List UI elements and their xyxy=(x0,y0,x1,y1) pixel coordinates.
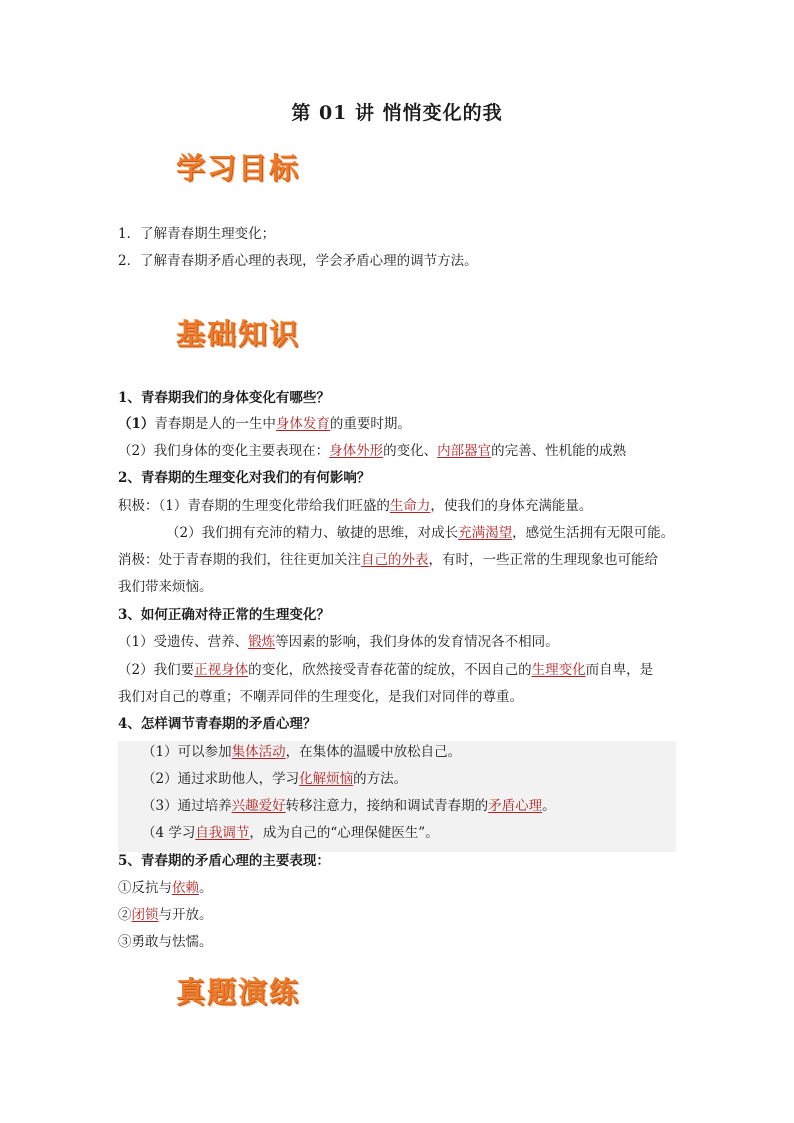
keyword: 正视身体 xyxy=(194,662,249,678)
question-3-heading: 3、如何正确对待正常的生理变化？ xyxy=(118,607,330,623)
q5-line-2: ②闭锁与开放。 xyxy=(118,907,213,923)
q3-line-1: （1）受遗传、营养、锻炼等因素的影响，我们身体的发育情况各不相同。 xyxy=(118,634,559,650)
keyword: 兴趣爱好 xyxy=(231,798,286,814)
keyword: 矛盾心理 xyxy=(488,798,543,814)
question-4-heading: 4、怎样调节青春期的矛盾心理？ xyxy=(118,716,317,732)
goal-item-1: 1．了解青春期生理变化； xyxy=(118,226,276,242)
q5-line-3: ③勇敢与怯懦。 xyxy=(118,934,213,950)
q2-line-1: 积极：（1）青春期的生理变化带给我们旺盛的生命力，使我们的身体充满能量。 xyxy=(118,498,593,514)
q2-line-2: （2）我们拥有充沛的精力、敏捷的思维，对成长充满渴望，感觉生活拥有无限可能。 xyxy=(166,525,675,541)
page-title: 第 01 讲 悄悄变化的我 xyxy=(291,102,503,124)
question-1-heading: 1、青春期我们的身体变化有哪些？ xyxy=(118,390,330,406)
q4-line-2: （2）通过求助他人，学习化解烦恼的方法。 xyxy=(142,771,408,787)
q1-line-1: （1）青春期是人的一生中身体发育的重要时期。 xyxy=(118,416,411,432)
keyword: 内部器官 xyxy=(437,443,492,459)
keyword: 闭锁 xyxy=(131,907,159,923)
keyword: 自我调节 xyxy=(195,825,250,841)
banner-basic-knowledge: 基础知识 xyxy=(176,317,301,351)
q5-line-1: ①反抗与依赖。 xyxy=(118,880,213,896)
keyword: 充满渴望 xyxy=(458,525,513,541)
keyword: 锻炼 xyxy=(248,634,276,650)
q1-line-2: （2）我们身体的变化主要表现在：身体外形的变化、内部器官的完善、性机能的成熟 xyxy=(118,443,627,459)
keyword: 依赖 xyxy=(172,880,199,896)
keyword: 身体外形 xyxy=(329,443,384,459)
question-5-heading: 5、青春期的矛盾心理的主要表现： xyxy=(118,853,330,869)
q2-line-3: 消极：处于青春期的我们，往往更加关注自己的外表，有时，一些正常的生理现象也可能给 xyxy=(118,552,658,568)
banner-practice: 真题演练 xyxy=(176,975,301,1009)
q2-line-4: 我们带来烦恼。 xyxy=(118,579,213,595)
keyword: 生理变化 xyxy=(531,662,586,678)
q4-line-1: （1）可以参加集体活动，在集体的温暖中放松自己。 xyxy=(142,744,462,760)
q4-line-3: （3）通过培养兴趣爱好转移注意力，接纳和调试青春期的矛盾心理。 xyxy=(142,798,556,814)
keyword: 化解烦恼 xyxy=(299,771,354,787)
banner-learning-goals: 学习目标 xyxy=(176,151,301,185)
question-2-heading: 2、青春期的生理变化对我们的有何影响？ xyxy=(118,470,371,486)
q4-line-4: （4 学习自我调节，成为自己的“心理保健医生”。 xyxy=(142,825,439,841)
goal-item-2: 2．了解青春期矛盾心理的表现，学会矛盾心理的调节方法。 xyxy=(118,253,478,269)
keyword: 集体活动 xyxy=(231,744,286,760)
q3-line-3: 我们对自己的尊重；不嘲弄同伴的生理变化，是我们对同伴的尊重。 xyxy=(118,689,523,705)
keyword: 自己的外表 xyxy=(361,552,429,568)
keyword: 生命力 xyxy=(389,498,431,514)
keyword: 身体发育 xyxy=(275,416,330,432)
q3-line-2: （2）我们要正视身体的变化，欣然接受青春花蕾的绽放，不因自己的生理变化而自卑，是 xyxy=(118,662,654,678)
